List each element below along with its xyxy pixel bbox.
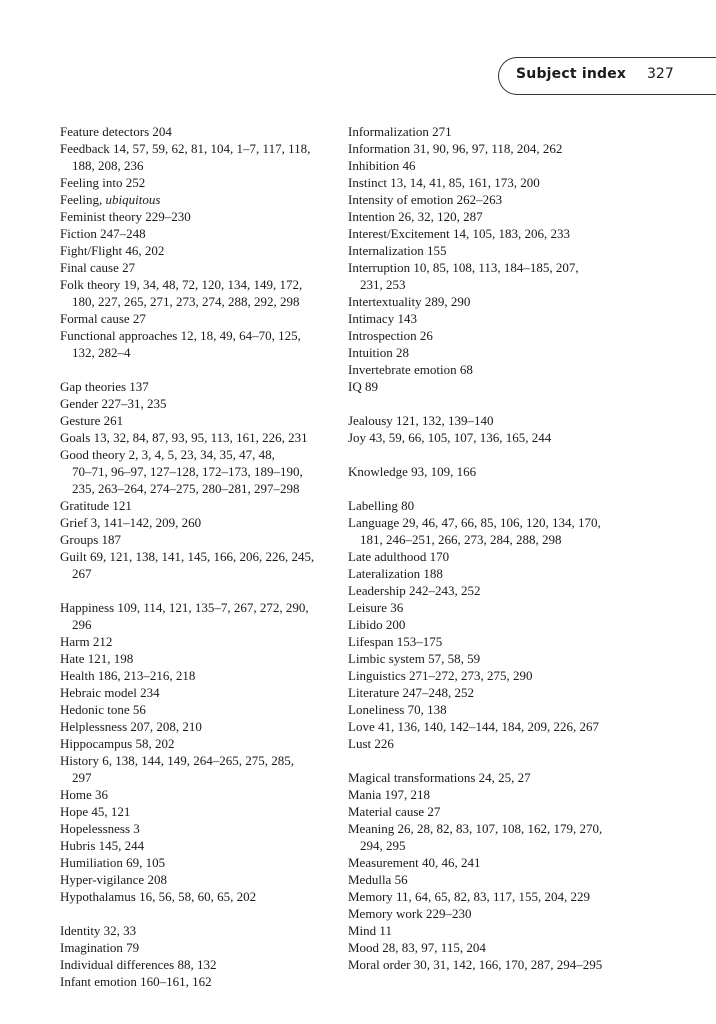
- index-entry-line: Hippocampus 58, 202: [60, 736, 175, 751]
- index-entry: [60, 174, 340, 191]
- index-entry: [60, 718, 340, 735]
- index-entry-line: Invertebrate emotion 68: [348, 362, 473, 377]
- index-entry: [60, 429, 340, 446]
- index-entry: [60, 939, 340, 956]
- index-entry: [60, 650, 340, 667]
- index-entry: [348, 616, 628, 633]
- index-column-left: [60, 123, 340, 990]
- index-entry-continuation: 181, 246–251, 266, 273, 284, 288, 298: [360, 532, 562, 547]
- index-entry-line: Hopelessness 3: [60, 821, 140, 836]
- letter-group-gap: [348, 395, 628, 412]
- index-entry-line: Hubris 145, 244: [60, 838, 145, 853]
- index-entry: [348, 208, 628, 225]
- index-entry: [348, 514, 628, 548]
- index-entry-line: Hate 121, 198: [60, 651, 134, 666]
- index-entry-line: Folk theory 19, 34, 48, 72, 120, 134, 149, 172,: [60, 277, 303, 292]
- index-entry: [348, 939, 628, 956]
- index-entry: [348, 905, 628, 922]
- index-entry-line: Hope 45, 121: [60, 804, 131, 819]
- index-entry: [60, 123, 340, 140]
- index-entry-line: Introspection 26: [348, 328, 433, 343]
- index-entry-line: Home 36: [60, 787, 109, 802]
- index-entry-line: Individual differences 88, 132: [60, 957, 217, 972]
- index-entry: [348, 293, 628, 310]
- index-entry-line: Language 29, 46, 47, 66, 85, 106, 120, 134, 170,: [348, 515, 601, 530]
- index-entry: [348, 174, 628, 191]
- index-entry-line: Joy 43, 59, 66, 105, 107, 136, 165, 244: [348, 430, 552, 445]
- index-entry-line: Gesture 261: [60, 413, 124, 428]
- index-entry-line: Loneliness 70, 138: [348, 702, 447, 717]
- index-entry-line: IQ 89: [348, 379, 378, 394]
- index-entry-line: History 6, 138, 144, 149, 264–265, 275, 285,: [60, 753, 294, 768]
- index-entry-line: Gratitude 121: [60, 498, 132, 513]
- index-entry: [60, 786, 340, 803]
- index-entry: [348, 820, 628, 854]
- index-entry-line: Interruption 10, 85, 108, 113, 184–185, 207,: [348, 260, 579, 275]
- index-entry: [60, 667, 340, 684]
- index-entry-line: Intimacy 143: [348, 311, 417, 326]
- index-entry-continuation: 267: [72, 566, 92, 581]
- index-entry-line: Infant emotion 160–161, 162: [60, 974, 212, 989]
- index-entry: [348, 956, 628, 973]
- index-entry-crossref: ubiquitous: [105, 192, 161, 207]
- index-entry: [60, 888, 340, 905]
- index-entry: [60, 140, 340, 174]
- index-entry-line: Medulla 56: [348, 872, 408, 887]
- index-entry-line: Gap theories 137: [60, 379, 149, 394]
- index-entry: [60, 531, 340, 548]
- index-entry: [348, 378, 628, 395]
- index-entry-line: Instinct 13, 14, 41, 85, 161, 173, 200: [348, 175, 540, 190]
- index-entry-line: Love 41, 136, 140, 142–144, 184, 209, 226, 267: [348, 719, 599, 734]
- index-entry: [348, 497, 628, 514]
- index-entry: [348, 735, 628, 752]
- index-entry-line: Intertextuality 289, 290: [348, 294, 471, 309]
- index-entry: [348, 718, 628, 735]
- index-entry-line: Feature detectors 204: [60, 124, 172, 139]
- index-entry-continuation: 297: [72, 770, 92, 785]
- index-entry: [348, 854, 628, 871]
- index-entry: [348, 633, 628, 650]
- index-entry-line: Libido 200: [348, 617, 406, 632]
- index-entry-line: Mania 197, 218: [348, 787, 430, 802]
- index-entry: [348, 344, 628, 361]
- index-entry-line: Lifespan 153–175: [348, 634, 443, 649]
- index-entry: [60, 327, 340, 361]
- index-entry-line: Mood 28, 83, 97, 115, 204: [348, 940, 486, 955]
- index-entry-line: Feminist theory 229–230: [60, 209, 191, 224]
- letter-group-gap: [348, 446, 628, 463]
- index-entry: [348, 259, 628, 293]
- index-entry-line: Mind 11: [348, 923, 392, 938]
- index-entry: [60, 871, 340, 888]
- index-entry-line: Labelling 80: [348, 498, 415, 513]
- index-entry: [60, 191, 340, 208]
- index-entry: [60, 854, 340, 871]
- index-entry-line: Intuition 28: [348, 345, 410, 360]
- index-entry-continuation: 231, 253: [360, 277, 406, 292]
- index-entry-continuation: 235, 263–264, 274–275, 280–281, 297–298: [72, 481, 300, 496]
- letter-group-gap: [60, 582, 340, 599]
- index-entry-line: Hypothalamus 16, 56, 58, 60, 65, 202: [60, 889, 257, 904]
- index-entry: [60, 412, 340, 429]
- letter-group-gap: [348, 480, 628, 497]
- index-entry-line: Final cause 27: [60, 260, 136, 275]
- index-entry: [348, 871, 628, 888]
- index-entry-line: Meaning 26, 28, 82, 83, 107, 108, 162, 179, 270,: [348, 821, 603, 836]
- index-entry-line: Humiliation 69, 105: [60, 855, 166, 870]
- index-entry: [348, 582, 628, 599]
- index-entry: [348, 667, 628, 684]
- index-entry: [60, 497, 340, 514]
- index-entry-line: Goals 13, 32, 84, 87, 93, 95, 113, 161, 226, 231: [60, 430, 308, 445]
- index-entry: [60, 837, 340, 854]
- index-entry-line: Memory 11, 64, 65, 82, 83, 117, 155, 204, 229: [348, 889, 591, 904]
- index-entry: [60, 599, 340, 633]
- index-entry: [60, 395, 340, 412]
- letter-group-gap: [60, 361, 340, 378]
- index-entry-line: Lateralization 188: [348, 566, 443, 581]
- index-entry-line: Inhibition 46: [348, 158, 416, 173]
- index-entry-continuation: 180, 227, 265, 271, 273, 274, 288, 292, 298: [72, 294, 300, 309]
- index-entry-line: Feeling into 252: [60, 175, 146, 190]
- index-entry: [348, 922, 628, 939]
- index-entry-line: Leadership 242–243, 252: [348, 583, 481, 598]
- index-entry: [60, 633, 340, 650]
- index-entry: [348, 684, 628, 701]
- index-entry: [348, 429, 628, 446]
- index-entry: [60, 514, 340, 531]
- index-entry-line: Informalization 271: [348, 124, 452, 139]
- index-entry: [348, 327, 628, 344]
- index-entry: [60, 225, 340, 242]
- index-entry-line: Memory work 229–230: [348, 906, 472, 921]
- letter-group-gap: [60, 905, 340, 922]
- index-entry-line: Harm 212: [60, 634, 113, 649]
- letter-group-gap: [348, 752, 628, 769]
- index-entry: [348, 888, 628, 905]
- index-entry: [348, 157, 628, 174]
- index-entry-line: Hyper-vigilance 208: [60, 872, 167, 887]
- index-entry: [60, 446, 340, 497]
- index-entry-line: Hebraic model 234: [60, 685, 160, 700]
- index-entry-line: Fight/Flight 46, 202: [60, 243, 165, 258]
- page-title: Subject index: [516, 66, 627, 82]
- index-entry-term: Feeling,: [60, 192, 106, 207]
- index-entry-line: Intensity of emotion 262–263: [348, 192, 503, 207]
- index-entry-line: Guilt 69, 121, 138, 141, 145, 166, 206, 226, 245,: [60, 549, 315, 564]
- index-entry-line: Leisure 36: [348, 600, 404, 615]
- index-entry-line: Health 186, 213–216, 218: [60, 668, 196, 683]
- index-entry: [348, 191, 628, 208]
- index-entry-line: Linguistics 271–272, 273, 275, 290: [348, 668, 533, 683]
- index-entry-line: Knowledge 93, 109, 166: [348, 464, 477, 479]
- index-entry-line: Groups 187: [60, 532, 122, 547]
- index-entry: [348, 565, 628, 582]
- index-entry-line: Happiness 109, 114, 121, 135–7, 267, 272, 290,: [60, 600, 309, 615]
- index-entry-continuation: 296: [72, 617, 92, 632]
- index-column-right: [348, 123, 628, 973]
- index-entry-line: Internalization 155: [348, 243, 447, 258]
- index-entry-line: Measurement 40, 46, 241: [348, 855, 481, 870]
- page-number: 327: [647, 66, 674, 82]
- index-entry: [60, 735, 340, 752]
- index-entry-line: Formal cause 27: [60, 311, 146, 326]
- index-entry-line: Gender 227–31, 235: [60, 396, 167, 411]
- index-entry: [60, 259, 340, 276]
- index-entry-line: Interest/Excitement 14, 105, 183, 206, 233: [348, 226, 571, 241]
- index-entry-line: Magical transformations 24, 25, 27: [348, 770, 531, 785]
- index-entry: [348, 225, 628, 242]
- index-entry-continuation: 188, 208, 236: [72, 158, 144, 173]
- index-entry: [60, 684, 340, 701]
- index-entry: [60, 752, 340, 786]
- index-entry: [348, 650, 628, 667]
- index-entry-line: Literature 247–248, 252: [348, 685, 474, 700]
- index-entry-line: Feedback 14, 57, 59, 62, 81, 104, 1–7, 117, 118,: [60, 141, 311, 156]
- index-entry: [60, 820, 340, 837]
- index-entry-continuation: 294, 295: [360, 838, 406, 853]
- index-entry: [60, 701, 340, 718]
- index-entry-continuation: 132, 282–4: [72, 345, 131, 360]
- index-entry-line: Limbic system 57, 58, 59: [348, 651, 481, 666]
- index-entry-line: Identity 32, 33: [60, 923, 137, 938]
- index-entry-line: Jealousy 121, 132, 139–140: [348, 413, 494, 428]
- index-entry: [60, 310, 340, 327]
- index-entry: [348, 123, 628, 140]
- index-entry-continuation: 70–71, 96–97, 127–128, 172–173, 189–190,: [72, 464, 303, 479]
- index-entry: [348, 599, 628, 616]
- index-entry: [348, 310, 628, 327]
- index-entry: [348, 786, 628, 803]
- index-entry-line: Helplessness 207, 208, 210: [60, 719, 202, 734]
- index-entry: [60, 922, 340, 939]
- index-entry: [348, 548, 628, 565]
- index-entry-line: Fiction 247–248: [60, 226, 146, 241]
- index-entry: [60, 548, 340, 582]
- index-entry-line: Moral order 30, 31, 142, 166, 170, 287, 294–295: [348, 957, 603, 972]
- index-entry: [348, 361, 628, 378]
- index-entry: [60, 378, 340, 395]
- index-entry-line: Intention 26, 32, 120, 287: [348, 209, 483, 224]
- index-entry: [60, 242, 340, 259]
- index-entry-line: Lust 226: [348, 736, 394, 751]
- index-entry: [60, 276, 340, 310]
- index-entry-line: Imagination 79: [60, 940, 140, 955]
- index-entry: [60, 956, 340, 973]
- index-entry: [348, 769, 628, 786]
- index-entry: [348, 463, 628, 480]
- index-entry: [60, 208, 340, 225]
- index-entry-line: Material cause 27: [348, 804, 441, 819]
- index-entry-line: Good theory 2, 3, 4, 5, 23, 34, 35, 47, 48,: [60, 447, 275, 462]
- index-entry-line: Hedonic tone 56: [60, 702, 146, 717]
- index-entry: [348, 412, 628, 429]
- index-entry: [348, 701, 628, 718]
- index-entry: [348, 242, 628, 259]
- index-entry-line: Functional approaches 12, 18, 49, 64–70, 125,: [60, 328, 301, 343]
- index-entry: [60, 803, 340, 820]
- index-entry-line: Information 31, 90, 96, 97, 118, 204, 262: [348, 141, 563, 156]
- index-entry: [348, 140, 628, 157]
- index-entry: [60, 973, 340, 990]
- index-entry: [348, 803, 628, 820]
- index-entry-line: Late adulthood 170: [348, 549, 450, 564]
- index-entry-line: Grief 3, 141–142, 209, 260: [60, 515, 202, 530]
